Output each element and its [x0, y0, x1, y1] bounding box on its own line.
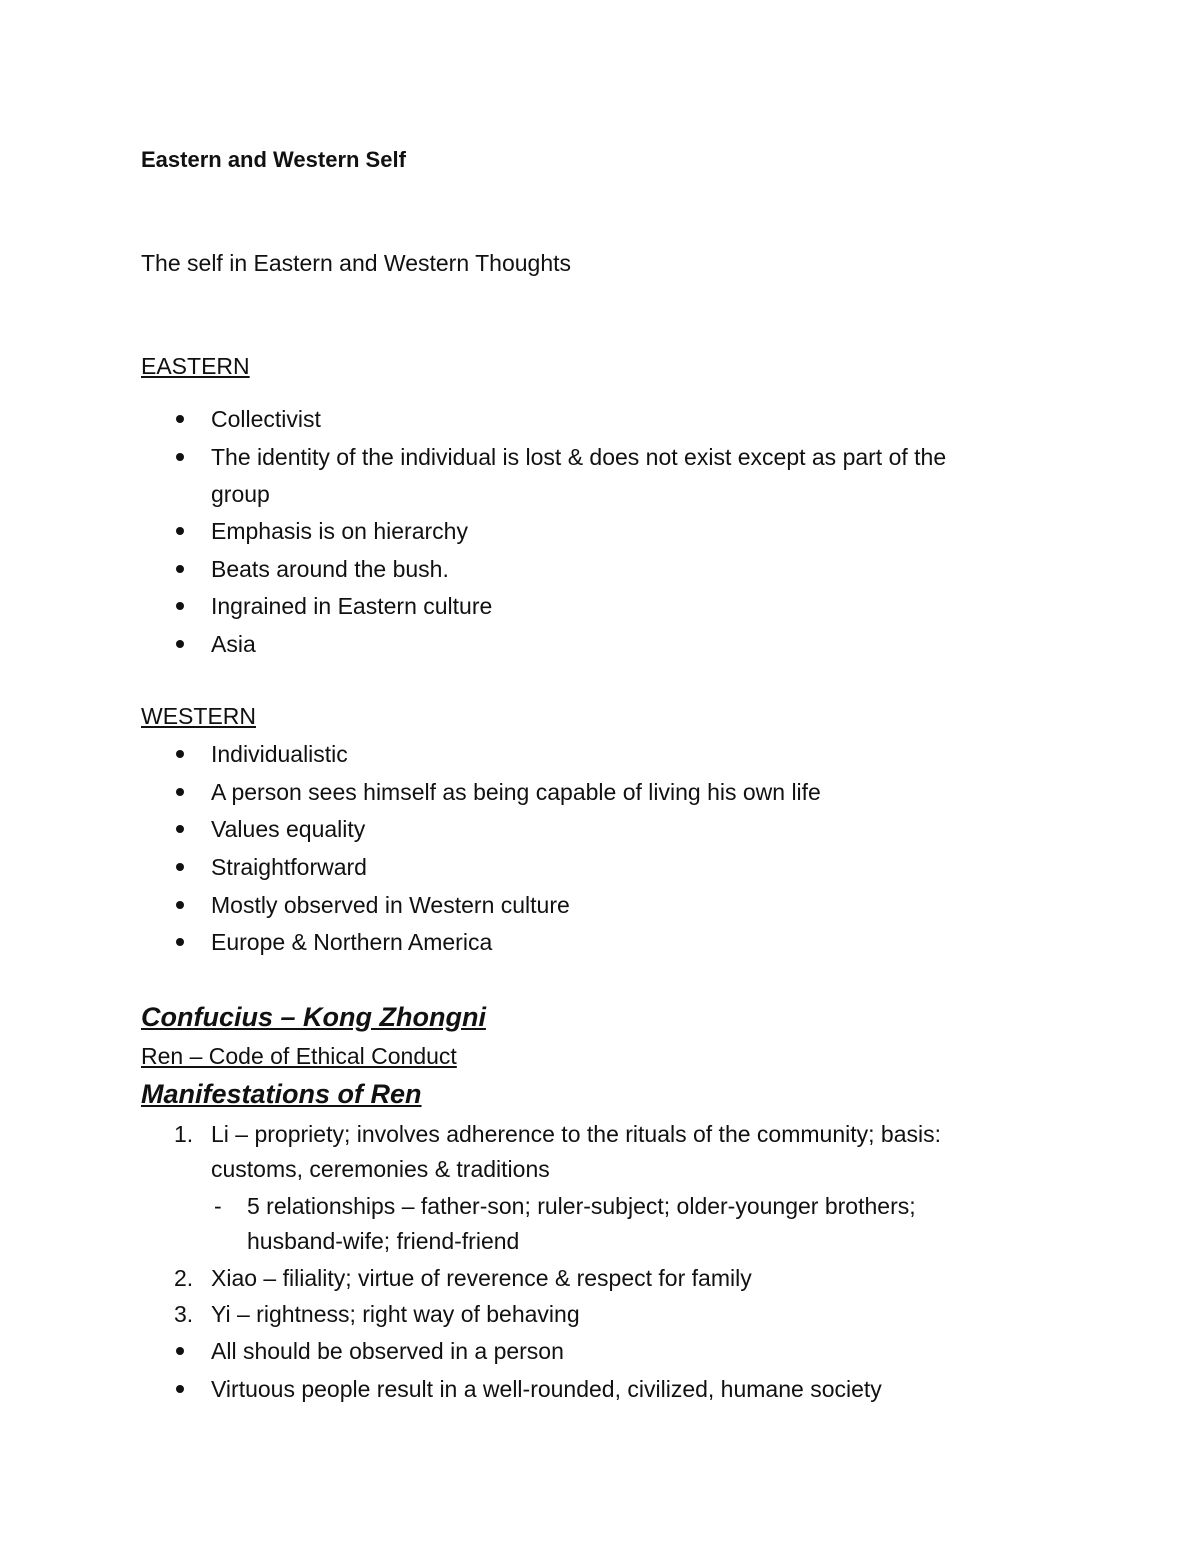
western-item: Individualistic: [211, 741, 348, 767]
western-heading: WESTERN: [141, 703, 256, 729]
bullet-icon: [176, 788, 184, 796]
numbered-item: Xiao – filiality; virtue of reverence & respect for family: [211, 1265, 752, 1291]
bullet-icon: [176, 863, 184, 871]
western-item: Mostly observed in Western culture: [211, 892, 570, 918]
eastern-item: Emphasis is on hierarchy: [211, 518, 468, 544]
bullet-icon: [176, 1347, 184, 1355]
bullet-icon: [176, 825, 184, 833]
confucius-bullet: All should be observed in a person: [211, 1338, 564, 1364]
western-item: A person sees himself as being capable of living his own life: [211, 779, 821, 805]
ren-heading: Ren – Code of Ethical Conduct: [141, 1043, 457, 1069]
bullet-icon: [176, 1385, 184, 1393]
eastern-item: Collectivist: [211, 406, 321, 432]
sub-item-continuation: husband-wife; friend-friend: [247, 1228, 520, 1254]
confucius-bullet: Virtuous people result in a well-rounded, civilized, humane society: [211, 1376, 882, 1402]
bullet-icon: [176, 938, 184, 946]
bullet-icon: [176, 901, 184, 909]
manifestations-heading: Manifestations of Ren: [141, 1079, 422, 1109]
bullet-icon: [176, 415, 184, 423]
western-item: Values equality: [211, 816, 366, 842]
list-number: 3.: [174, 1301, 194, 1327]
bullet-icon: [176, 565, 184, 573]
numbered-item: Li – propriety; involves adherence to the rituals of the community; basis:: [211, 1121, 941, 1147]
eastern-heading: EASTERN: [141, 353, 250, 379]
numbered-item-continuation: customs, ceremonies & traditions: [211, 1156, 550, 1182]
eastern-item: Beats around the bush.: [211, 556, 449, 582]
western-item: Europe & Northern America: [211, 929, 493, 955]
document-subtitle: The self in Eastern and Western Thoughts: [141, 250, 572, 276]
list-number: 2.: [174, 1265, 194, 1291]
eastern-item: Asia: [211, 631, 256, 657]
document-title: Eastern and Western Self: [141, 147, 406, 172]
bullet-icon: [176, 750, 184, 758]
bullet-icon: [176, 527, 184, 535]
eastern-item: The identity of the individual is lost & does not exist except as part of the: [211, 444, 947, 470]
eastern-item: Ingrained in Eastern culture: [211, 593, 493, 619]
eastern-item-continuation: group: [211, 481, 270, 507]
western-item: Straightforward: [211, 854, 367, 880]
confucius-heading: Confucius – Kong Zhongni: [141, 1002, 486, 1032]
bullet-icon: [176, 640, 184, 648]
list-number: 1.: [174, 1121, 194, 1147]
bullet-icon: [176, 453, 184, 461]
dash-marker: -: [214, 1193, 222, 1219]
sub-item: 5 relationships – father-son; ruler-subject; older-younger brothers;: [247, 1193, 916, 1219]
numbered-item: Yi – rightness; right way of behaving: [211, 1301, 580, 1327]
bullet-icon: [176, 602, 184, 610]
